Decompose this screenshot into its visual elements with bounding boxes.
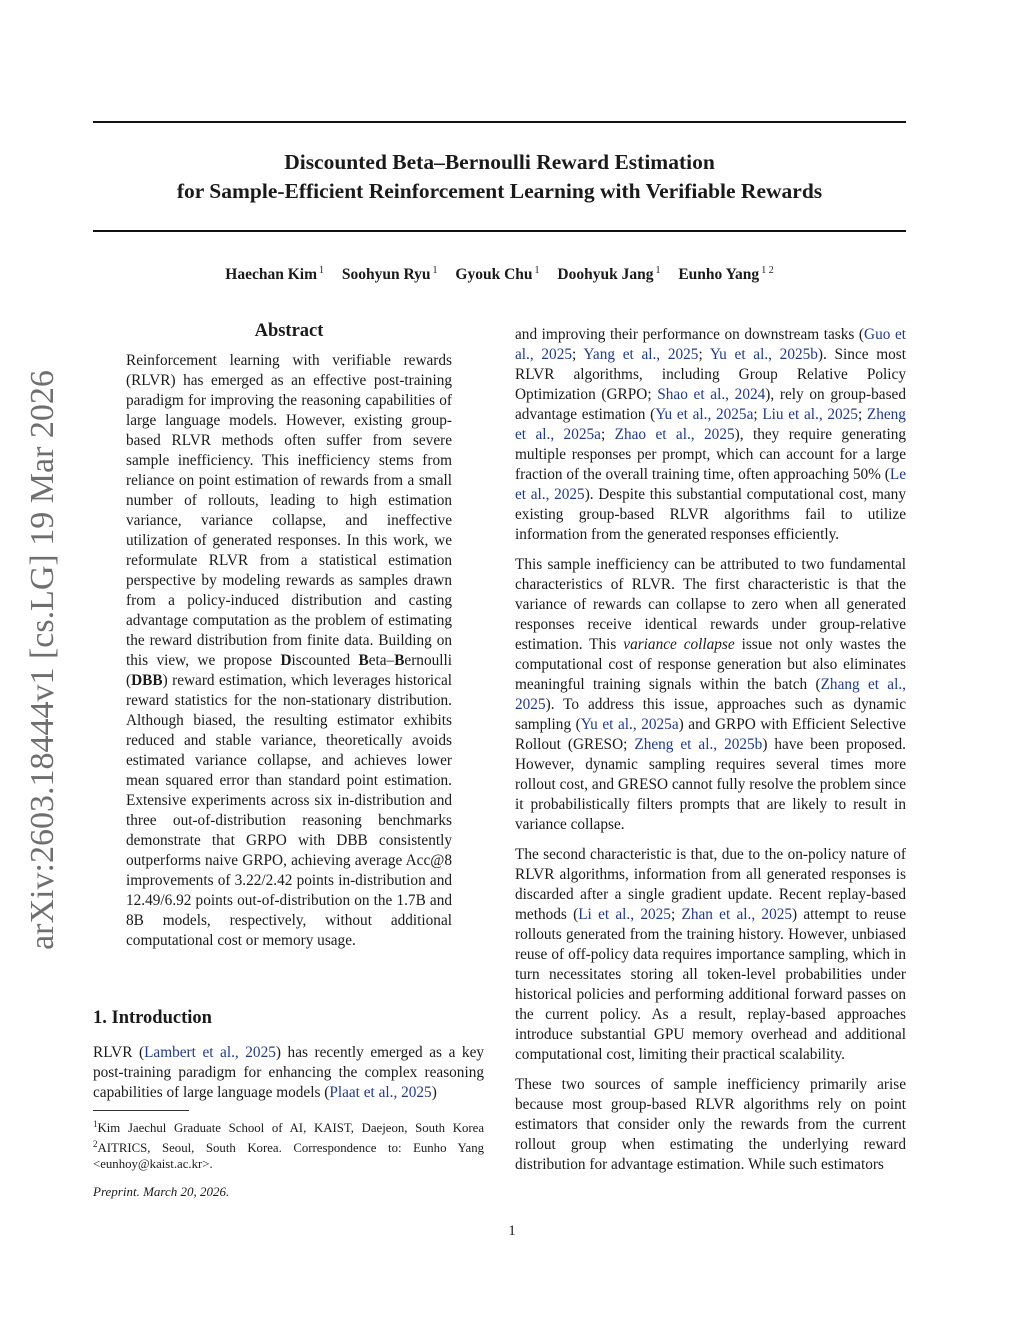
citation-link[interactable]: Yu et al., 2025a (655, 406, 754, 423)
section-heading-introduction: 1. Introduction (93, 1008, 212, 1028)
author-list (93, 265, 906, 284)
citation-link[interactable]: Lambert et al., 2025 (144, 1044, 276, 1061)
page-number: 1 (508, 1223, 516, 1239)
affiliation-footnote: $^1$Kim Jaechul Graduate School of AI, KAIST, Daejeon, South Korea $^2$AITRICS, Seoul, South Korea. Correspondence to: Eunho Yang <eunhoy@kaist.ac.kr>. (93, 1119, 484, 1171)
citation-link[interactable]: Zhao et al., 2025 (614, 426, 735, 443)
abstract-heading: Abstract (254, 321, 324, 341)
paper-title (93, 148, 906, 206)
citation-link[interactable]: Zheng et al., 2025a (515, 406, 906, 443)
citation-link[interactable]: Shao et al., 2024 (657, 386, 766, 403)
author: Haechan Kim $^1$ (225, 265, 325, 283)
title-line-1: Discounted Beta–Bernoulli Reward Estimation (284, 150, 715, 174)
author: Eunho Yang $^{1 2}$ (678, 265, 774, 283)
arxiv-stamp: arXiv:2603.18444v1 [cs.LG] 19 Mar 2026 (24, 370, 61, 950)
citation-link[interactable]: Li et al., 2025 (578, 906, 671, 923)
paragraph: and improving their performance on downstream tasks (Guo et al., 2025; Yang et al., 2025; Yu et al., 2025b). Since most RLVR algorithms, including Group Relative Policy Optimization (GRPO; Shao et al., 2024), rely on group-based advantage estimation (Yu et al., 2025a; Liu et al., 2025; Zheng et al., 2025a; Zhao et al., 2025), they require generating multiple responses per prompt, which can account for a large fraction of the overall training time, often approaching 50% (Le et al., 2025). Despite this substantial computational cost, many existing group-based RLVR algorithms fail to utilize information from the generated responses efficiently. (515, 326, 906, 543)
title-bottom-rule (93, 230, 906, 232)
citation-link[interactable]: Yu et al., 2025b (709, 346, 818, 363)
paragraph: The second characteristic is that, due to the on-policy nature of RLVR algorithms, information from all generated responses is discarded after a single gradient update. Recent replay-based methods (Li et al., 2025; Zhan et al., 2025) attempt to reuse rollouts generated from the training history. However, unbiased reuse of off-policy data requires importance sampling, which in turn necessitates storing all token-level probabilities under historical policies and performing additional forward passes on the current policy. As a result, replay-based approaches introduce substantial GPU memory overhead and additional computational cost, limiting their practical scalability. (515, 846, 906, 1063)
footnote-rule (93, 1110, 189, 1111)
citation-link[interactable]: Liu et al., 2025 (762, 406, 858, 423)
preprint-note: Preprint. March 20, 2026. (93, 1184, 230, 1199)
paragraph: These two sources of sample inefficiency primarily arise because most group-based RLVR algorithms rely on point estimators that consider only the rewards from the current rollout group when estimating the underlying reward distribution for advantage estimation. While such estimators (515, 1076, 906, 1173)
citation-link[interactable]: Zhang et al., 2025 (515, 676, 906, 713)
citation-link[interactable]: Yu et al., 2025a (580, 716, 679, 733)
citation-link[interactable]: Zhan et al., 2025 (681, 906, 793, 923)
citation-link[interactable]: Zheng et al., 2025b (634, 736, 763, 753)
citation-link[interactable]: Le et al., 2025 (515, 466, 906, 503)
author: Doohyuk Jang $^1$ (557, 265, 661, 283)
right-column (515, 325, 906, 1175)
author: Soohyun Ryu $^1$ (341, 265, 438, 283)
paragraph: This sample inefficiency can be attributed to two fundamental characteristics of RLVR. The first characteristic is that the variance of rewards can collapse to zero when all generated responses receive identical rewards under group-relative estimation. This variance collapse issue not only wastes the computational cost of response generation but also eliminates meaningful training signals within the batch (Zhang et al., 2025). To address this issue, approaches such as dynamic sampling (Yu et al., 2025a) and GRPO with Efficient Selective Rollout (GRESO; Zheng et al., 2025b) have been proposed. However, dynamic sampling requires several times more rollout cost, and GRESO cannot fully resolve the problem since it probabilistically filters prompts that are likely to result in variance collapse. (515, 556, 906, 833)
intro-paragraph: RLVR (Lambert et al., 2025) has recently emerged as a key post-training paradigm for enhancing the complex reasoning capabilities of large language models (Plaat et al., 2025) (93, 1044, 485, 1101)
citation-link[interactable]: Yang et al., 2025 (583, 346, 699, 363)
citation-link[interactable]: Plaat et al., 2025 (329, 1084, 432, 1101)
top-rule (93, 121, 906, 123)
title-line-2: for Sample-Efficient Reinforcement Learning with Verifiable Rewards (176, 179, 823, 203)
abstract-body: Reinforcement learning with verifiable rewards (RLVR) has emerged as an effective post-training paradigm for improving the reasoning capabilities of large language models. However, existing group-based RLVR methods often suffer from severe sample inefficiency. This inefficiency stems from reliance on point estimation of rewards from a small number of rollouts, leading to high estimation variance, variance collapse, and ineffective utilization of generated responses. In this work, we reformulate RLVR from a statistical estimation perspective by modeling rewards as samples drawn from a policy-induced distribution and casting advantage computation as the problem of estimating the reward distribution from finite data. Building on this view, we propose Discounted Beta–Bernoulli (DBB) reward estimation, which leverages historical reward statistics for the non-stationary distribution. Although biased, the resulting estimator exhibits reduced and stable variance, theoretically avoids estimated variance collapse, and achieves lower mean squared error than standard point estimation. Extensive experiments across six in-distribution and three out-of-distribution reasoning benchmarks demonstrate that GRPO with DBB consistently outperforms naive GRPO, achieving average Acc@8 improvements of 3.22/2.42 points in-distribution and 12.49/6.92 points out-of-distribution on the 1.7B and 8B models, respectively, without additional computational cost or memory usage. (126, 352, 453, 949)
author: Gyouk Chu $^1$ (455, 265, 540, 283)
citation-link[interactable]: Guo et al., 2025 (515, 326, 906, 363)
